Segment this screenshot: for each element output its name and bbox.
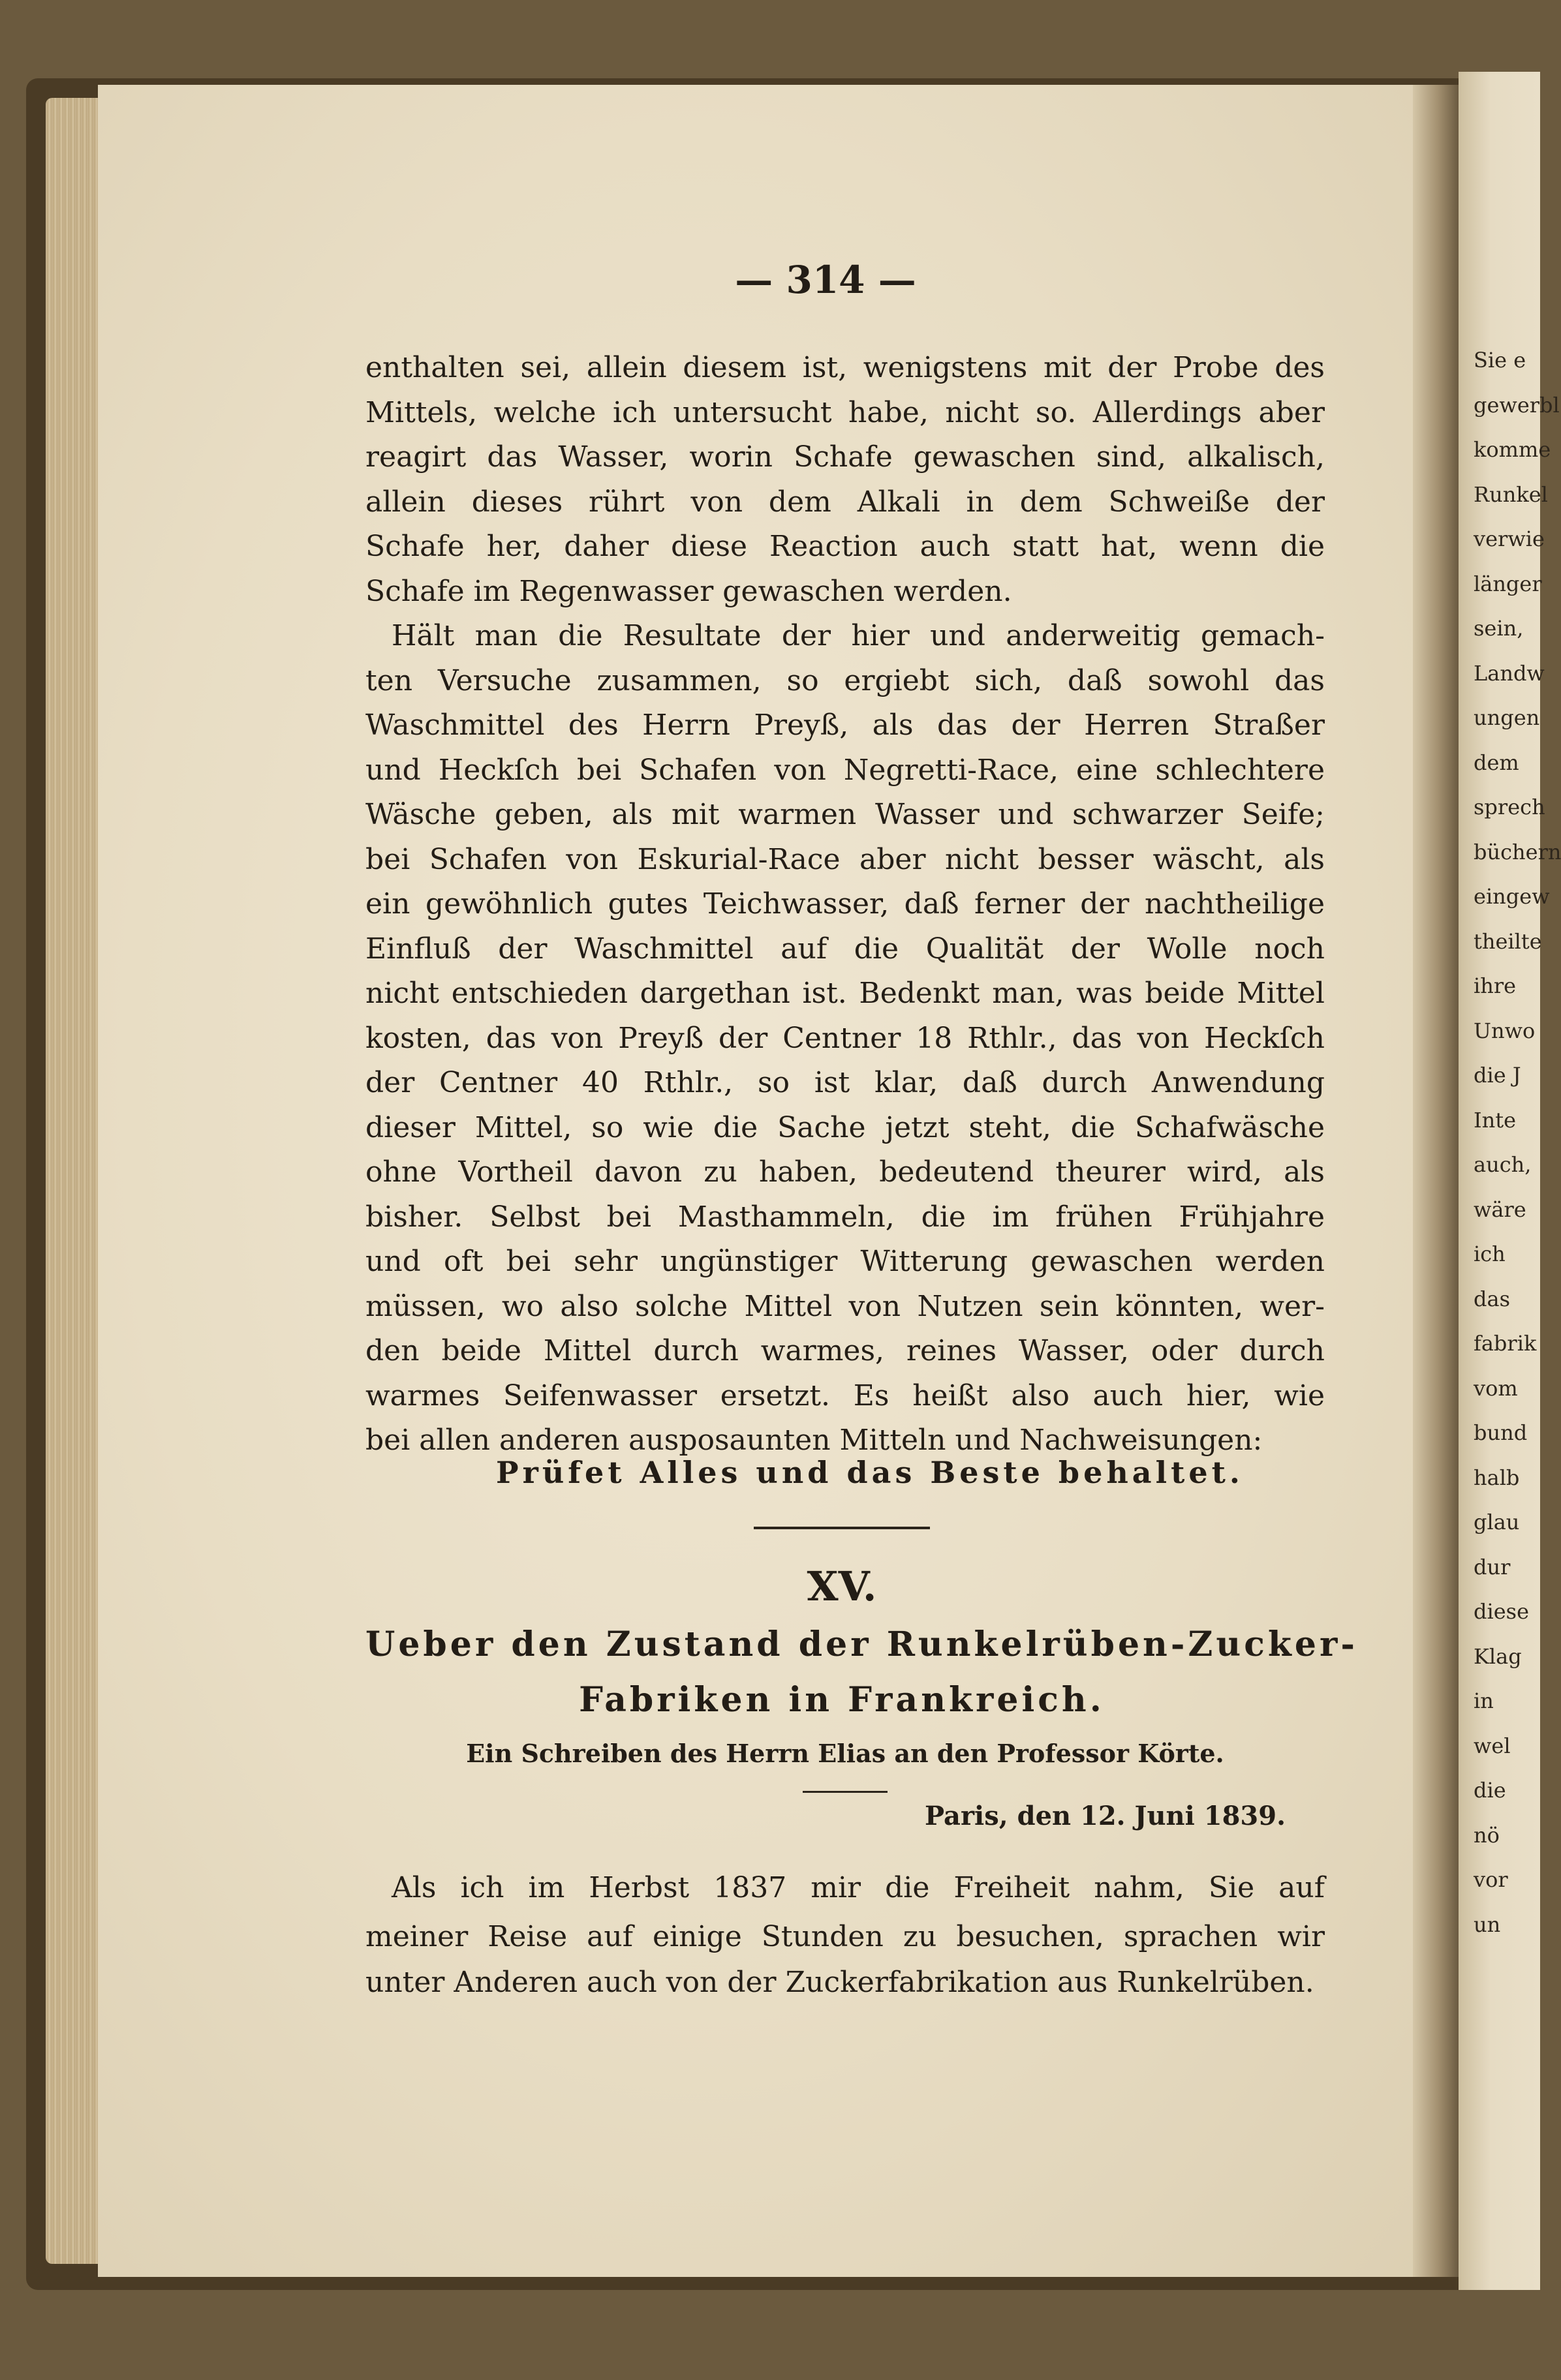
body-line: Wäsche geben, als mit warmen Wasser und schwarzer Seife; — [365, 798, 1325, 831]
letter-line: meiner Reise auf einige Stunden zu besuchen, sprachen wir — [365, 1920, 1325, 1953]
next-page-fragment: Sie e — [1474, 348, 1526, 373]
book-page-edges — [46, 98, 104, 2264]
body-line: Einfluß der Waschmittel auf die Qualität der Wolle noch — [365, 932, 1325, 966]
next-page-fragment: sein, — [1474, 616, 1524, 641]
body-line: und Heckſch bei Schafen von Negretti-Race, eine schlechtere — [365, 753, 1325, 787]
section-rule — [754, 1527, 930, 1529]
next-page-fragment: büchern — [1474, 839, 1561, 864]
body-line: der Centner 40 Rthlr., so ist klar, daß durch Anwendung — [365, 1066, 1325, 1099]
next-page-fragment: Inte — [1474, 1107, 1517, 1133]
body-line: müssen, wo also solche Mittel von Nutzen sein könnten, wer- — [365, 1289, 1325, 1323]
section-number: XV. — [807, 1563, 877, 1610]
next-page-fragment: ihre — [1474, 973, 1517, 998]
body-line: den beide Mittel durch warmes, reines Wasser, oder durch — [365, 1334, 1325, 1367]
page-gutter — [1413, 85, 1459, 2277]
dateline: Paris, den 12. Juni 1839. — [925, 1801, 1286, 1831]
next-page-fragment: sprech — [1474, 795, 1545, 819]
next-page-fragment: Landw — [1474, 660, 1545, 686]
body-line: und oft bei sehr ungünstiger Witterung gewaschen werden — [365, 1245, 1325, 1278]
body-line: Schafe im Regenwasser gewaschen werden. — [365, 574, 1012, 608]
next-page-fragment: fabrik — [1474, 1331, 1537, 1356]
section-subtitle: Ein Schreiben des Herrn Elias an den Professor Körte. — [466, 1739, 1224, 1768]
letter-line: unter Anderen auch von der Zuckerfabrikation aus Runkelrüben. — [365, 1966, 1314, 1999]
body-line: ohne Vortheil davon zu haben, bedeutend theurer wird, als — [365, 1155, 1325, 1189]
page-number: — 314 — — [735, 258, 916, 302]
next-page-fragment: die J — [1474, 1063, 1521, 1088]
next-page-fragment: ich — [1474, 1242, 1506, 1266]
next-page-fragment: bund — [1474, 1420, 1528, 1445]
body-line: Waschmittel des Herrn Preyß, als das der Herren Straßer — [365, 709, 1325, 742]
body-line: allein dieses rührt von dem Alkali in dem Schweiße der — [365, 485, 1325, 519]
motto: Prüfet Alles und das Beste behaltet. — [496, 1455, 1244, 1490]
next-page-fragment: dur — [1474, 1554, 1511, 1579]
body-line: enthalten sei, allein diesem ist, wenigstens mit der Probe des — [365, 351, 1325, 384]
next-page-fragment: Unwo — [1474, 1018, 1536, 1043]
next-page-fragment: länger — [1474, 571, 1542, 596]
next-page-fragment: die — [1474, 1778, 1506, 1803]
body-line: dieser Mittel, so wie die Sache jetzt steht, die Schafwäsche — [365, 1110, 1325, 1144]
body-line: ten Versuche zusammen, so ergiebt sich, daß sowohl das — [365, 664, 1325, 697]
next-page-fragment: in — [1474, 1688, 1494, 1713]
next-page-fragment: ungen — [1474, 705, 1540, 730]
letter-line: Als ich im Herbst 1837 mir die Freiheit nahm, Sie auf — [392, 1871, 1325, 1904]
section-title-line2: Fabriken in Frankreich. — [579, 1680, 1105, 1720]
next-page-fragment: wel — [1474, 1733, 1511, 1758]
next-page-fragment: auch, — [1474, 1152, 1532, 1177]
body-line: Hält man die Resultate der hier und anderweitig gemach- — [392, 619, 1325, 652]
next-page-fragment: vom — [1474, 1375, 1518, 1401]
body-line: ein gewöhnlich gutes Teichwasser, daß ferner der nachtheilige — [365, 887, 1325, 921]
subtitle-rule — [803, 1791, 888, 1793]
body-line: bisher. Selbst bei Masthammeln, die im frühen Frühjahre — [365, 1200, 1325, 1234]
next-page-fragment: glau — [1474, 1510, 1520, 1534]
next-page-fragment: vor — [1474, 1867, 1508, 1892]
body-line: bei allen anderen ausposaunten Mitteln und Nachweisungen: — [365, 1424, 1263, 1457]
next-page-fragment: theilte — [1474, 928, 1542, 954]
section-title-line1: Ueber den Zustand der Runkelrüben-Zucker- — [365, 1625, 1358, 1664]
next-page-fragment: halb — [1474, 1465, 1520, 1490]
next-page-fragment: eingew — [1474, 884, 1550, 909]
next-page-fragment: Runkel — [1474, 481, 1548, 507]
body-line: kosten, das von Preyß der Centner 18 Rthlr., das von Heckſch — [365, 1021, 1325, 1055]
next-page-fragment: Klag — [1474, 1643, 1522, 1669]
next-page-fragment: nö — [1474, 1822, 1500, 1848]
next-page-fragment: dem — [1474, 750, 1519, 775]
next-page-fragment: verwie — [1474, 526, 1545, 551]
body-line: warmes Seifenwasser ersetzt. Es heißt also auch hier, wie — [365, 1379, 1325, 1412]
body-line: Mittels, welche ich untersucht habe, nicht so. Allerdings aber — [365, 395, 1325, 429]
next-page-fragment: diese — [1474, 1599, 1530, 1624]
body-line: Schafe her, daher diese Reaction auch statt hat, wenn die — [365, 530, 1325, 563]
next-page-fragment: wäre — [1474, 1197, 1526, 1222]
body-line: nicht entschieden dargethan ist. Bedenkt man, was beide Mittel — [365, 977, 1325, 1010]
next-page-fragment: un — [1474, 1912, 1501, 1937]
body-line: reagirt das Wasser, worin Schafe gewaschen sind, alkalisch, — [365, 440, 1325, 474]
next-page-fragment: komme — [1474, 437, 1551, 462]
next-page-fragment: gewerbl — [1474, 392, 1560, 418]
next-page-fragment: das — [1474, 1286, 1510, 1311]
body-line: bei Schafen von Eskurial-Race aber nicht besser wäscht, als — [365, 842, 1325, 876]
